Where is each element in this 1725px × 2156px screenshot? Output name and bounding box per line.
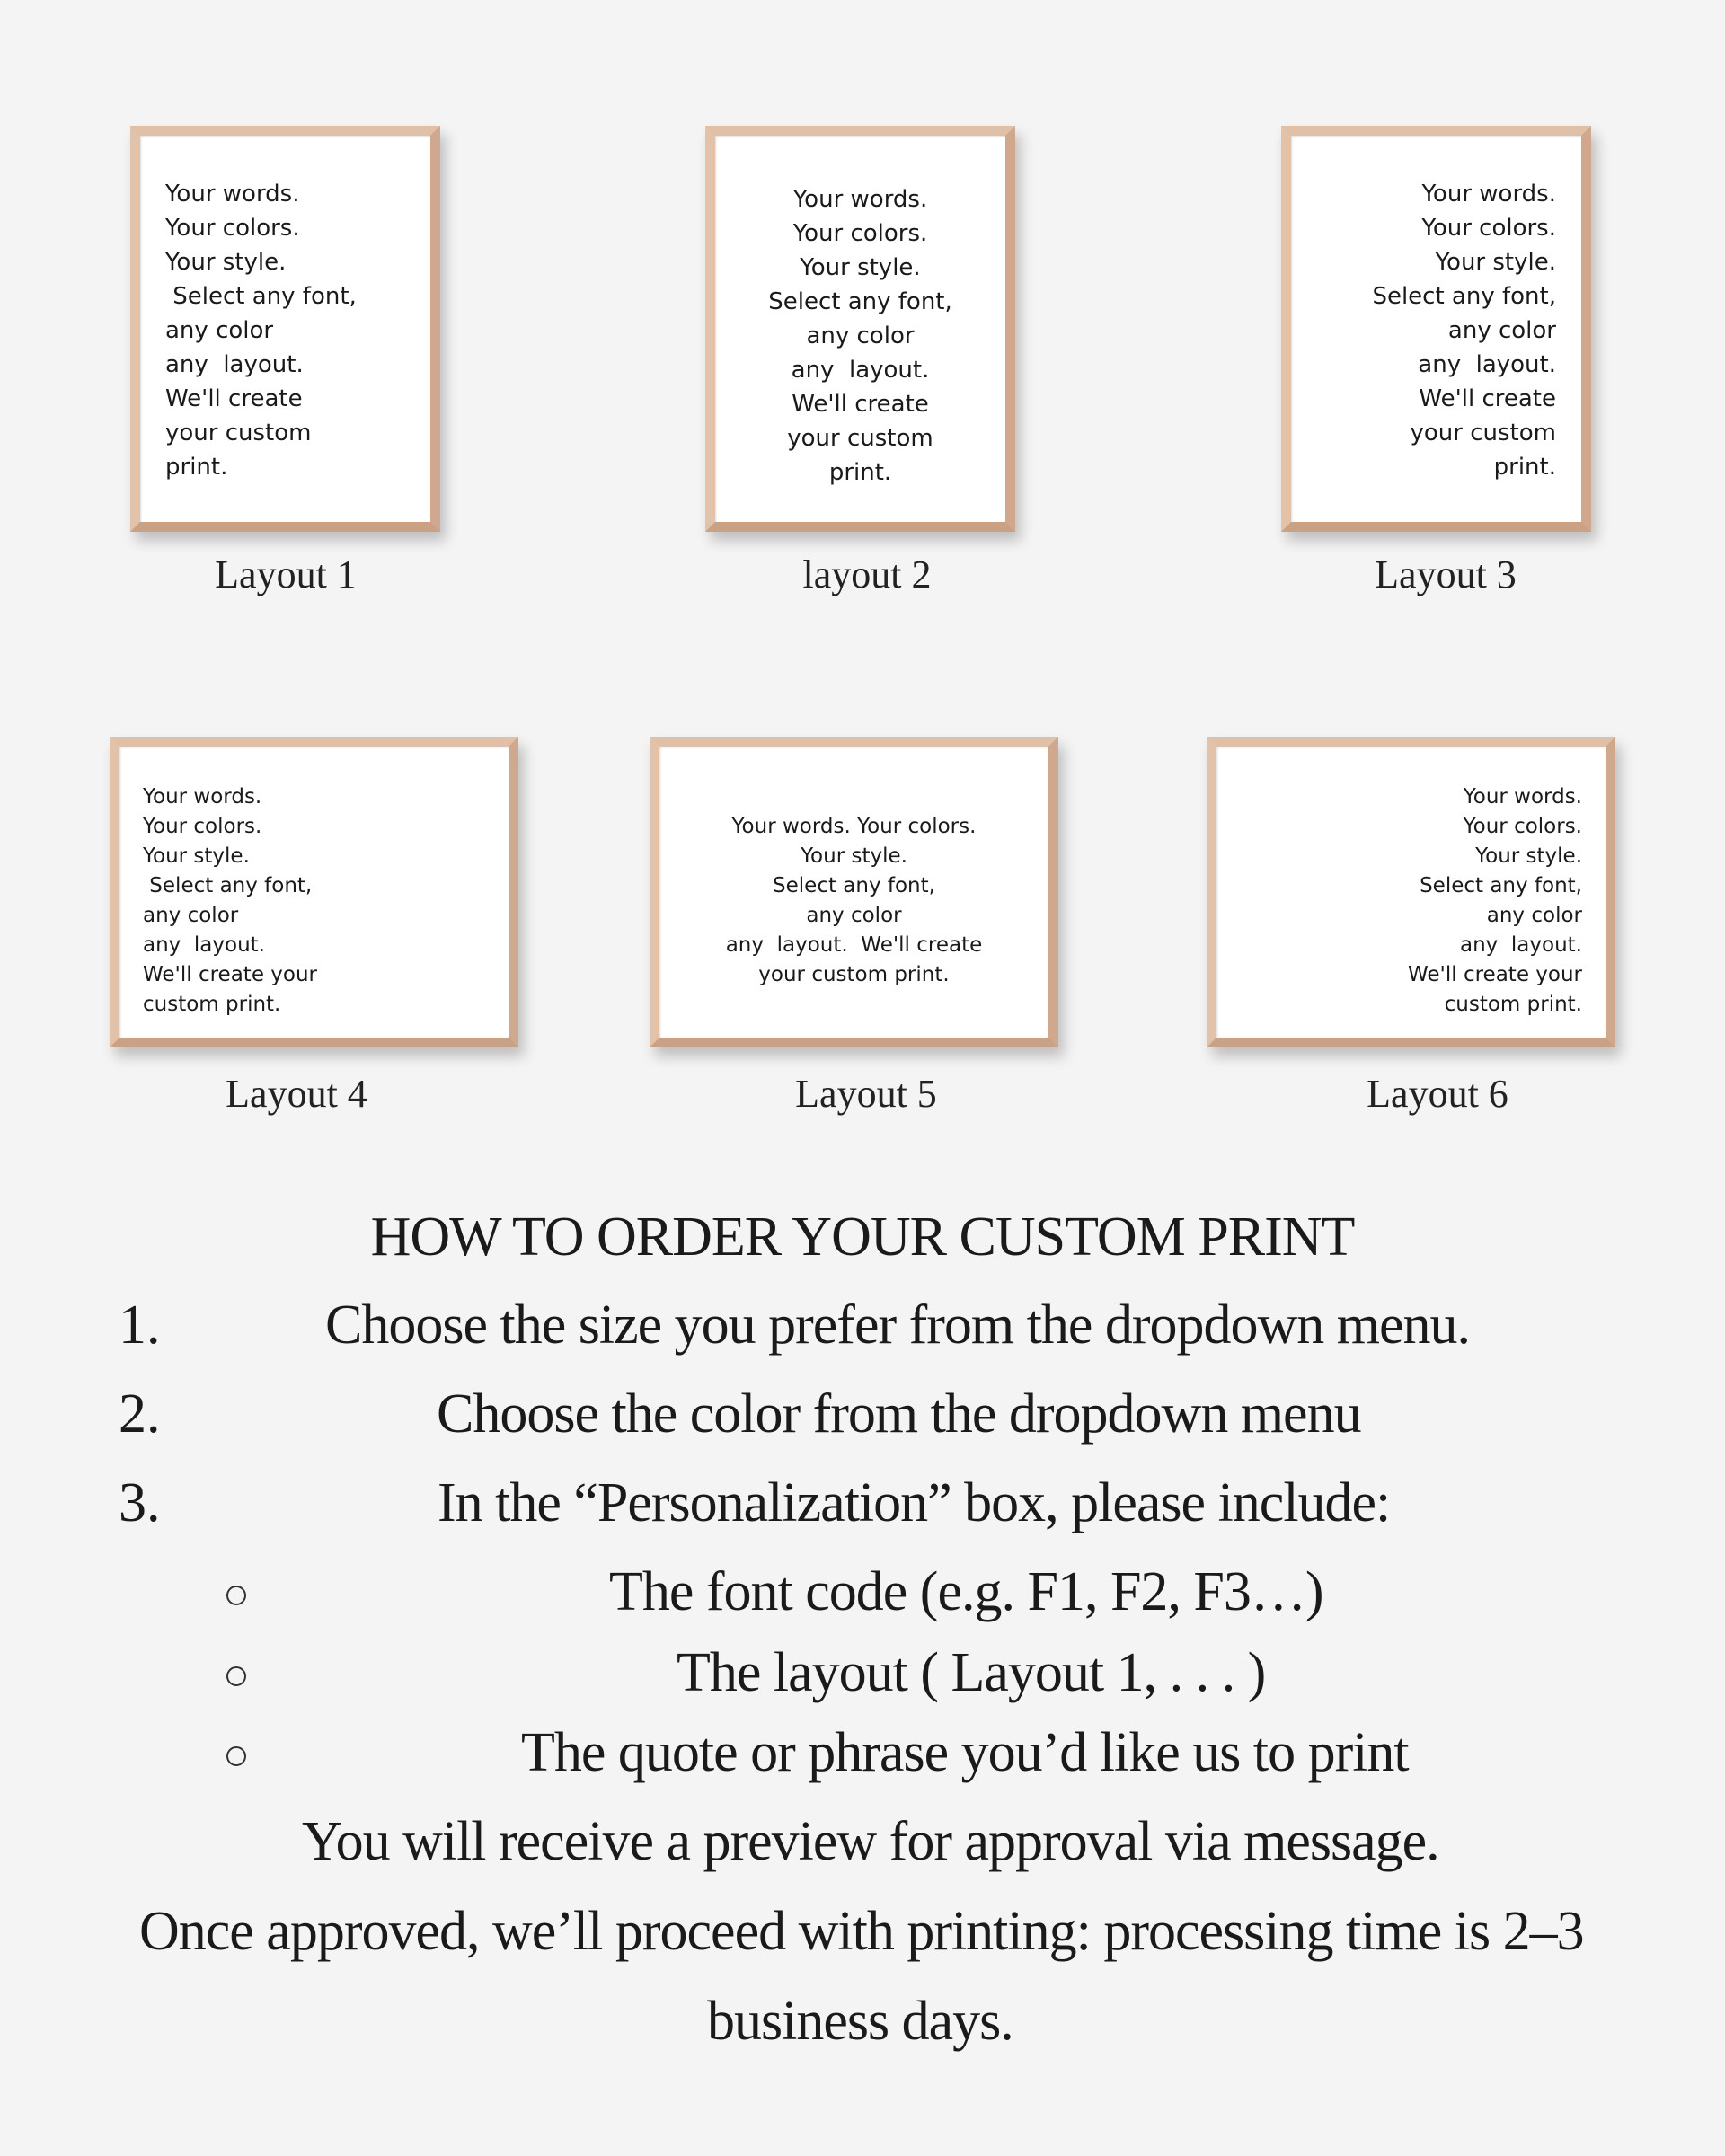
bullet-icon bbox=[226, 1586, 246, 1605]
step-2-number: 2. bbox=[119, 1383, 161, 1445]
step-3-number: 3. bbox=[119, 1472, 161, 1533]
sample-text: Your words. Your colors. Your style. Select any font, any color any layout. We'll create your custom print. bbox=[768, 186, 952, 486]
frame-layout-6 bbox=[1207, 737, 1615, 1047]
frame-layout-2 bbox=[705, 126, 1015, 532]
layout-3-label: Layout 3 bbox=[1375, 552, 1517, 596]
step-3-text: In the “Personalization” box, please include: bbox=[438, 1472, 1391, 1533]
sample-text: Your words. Your colors. Your style. Select any font, any color any layout. We'll create your custom print. bbox=[725, 815, 983, 986]
bullet-layout: The layout ( Layout 1, . . . ) bbox=[677, 1642, 1266, 1703]
bullet-icon bbox=[226, 1746, 246, 1766]
frame-layout-3 bbox=[1281, 126, 1591, 532]
frame-layout-5 bbox=[650, 737, 1058, 1047]
sample-text: Your words. Your colors. Your style. Select any font, any color any layout. We'll create your custom print. bbox=[1372, 181, 1556, 481]
bullet-icon bbox=[226, 1666, 246, 1686]
bullet-quote: The quote or phrase you’d like us to print bbox=[521, 1722, 1409, 1783]
sample-text: Your words. Your colors. Your style. Select any font, any color any layout. We'll create your custom print. bbox=[143, 785, 317, 1016]
frame-layout-4 bbox=[110, 737, 518, 1047]
layout-1-label: Layout 1 bbox=[215, 552, 357, 596]
layout-6-label: Layout 6 bbox=[1367, 1072, 1508, 1116]
sample-text: Your words. Your colors. Your style. Select any font, any color any layout. We'll create your custom print. bbox=[165, 181, 357, 481]
frame-layout-1 bbox=[130, 126, 440, 532]
instructions-heading: HOW TO ORDER YOUR CUSTOM PRINT bbox=[370, 1206, 1355, 1268]
layout-5-label: Layout 5 bbox=[795, 1072, 937, 1116]
bullet-font-code: The font code (e.g. F1, F2, F3…) bbox=[609, 1561, 1323, 1622]
preview-note: You will receive a preview for approval via message. bbox=[302, 1811, 1439, 1872]
layout-2-label: layout 2 bbox=[802, 552, 932, 596]
processing-line-2: business days. bbox=[707, 1991, 1013, 2052]
step-2-text: Choose the color from the dropdown menu bbox=[437, 1383, 1361, 1445]
processing-line-1: Once approved, we’ll proceed with printing: processing time is 2–3 bbox=[139, 1901, 1584, 1962]
step-1-text: Choose the size you prefer from the dropdown menu. bbox=[325, 1294, 1471, 1356]
step-1-number: 1. bbox=[119, 1294, 161, 1356]
layout-4-label: Layout 4 bbox=[226, 1072, 367, 1116]
sample-text: Your words. Your colors. Your style. Select any font, any color any layout. We'll create your custom print. bbox=[1408, 785, 1582, 1016]
